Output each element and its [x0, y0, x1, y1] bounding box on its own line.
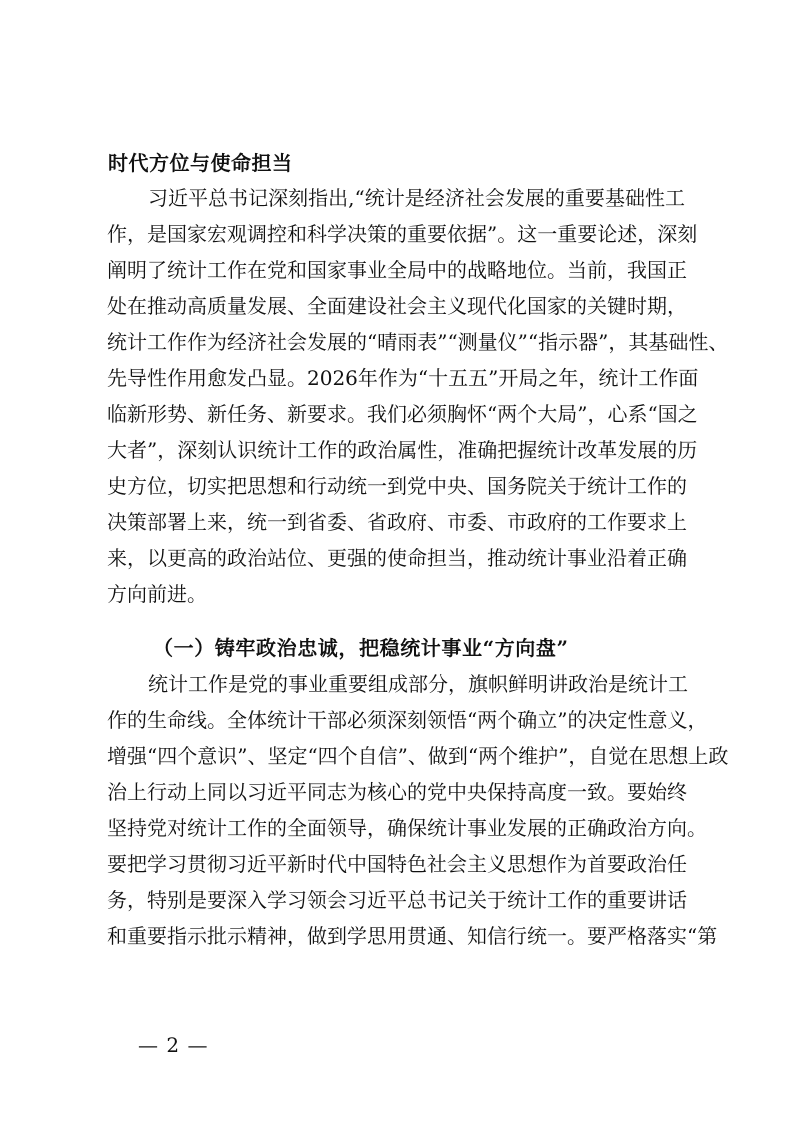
paragraph-1-line: 作，是国家宏观调控和科学决策的重要依据”。这一重要论述，深刻	[107, 222, 698, 246]
paragraph-2-line: 务，特别是要深入学习领会习近平总书记关于统计工作的重要讲话	[107, 888, 687, 912]
paragraph-2-line: 治上行动上同以习近平同志为核心的党中央保持高度一致。要始终	[107, 780, 687, 804]
paragraph-2-line: 增强“四个意识”、坚定“四个自信”、做到“两个维护”，自觉在思想上政	[107, 744, 729, 768]
paragraph-1-line: 决策部署上来，统一到省委、省政府、市委、市政府的工作要求上	[107, 510, 687, 534]
paragraph-2-line: 和重要指示批示精神，做到学思用贯通、知信行统一。要严格落实“第	[107, 924, 718, 948]
paragraph-2-line: 统计工作是党的事业重要组成部分，旗帜鲜明讲政治是统计工	[148, 672, 688, 696]
section-heading: 时代方位与使命担当	[108, 151, 293, 175]
paragraph-1-line: 方向前进。	[107, 582, 207, 606]
paragraph-2-line: 要把学习贯彻习近平新时代中国特色社会主义思想作为首要政治任	[107, 852, 687, 876]
paragraph-1-line: 临新形势、新任务、新要求。我们必须胸怀“两个大局”，心系“国之	[107, 402, 698, 426]
page-number: — 2 —	[138, 1033, 209, 1057]
paragraph-1-line: 处在推动高质量发展、全面建设社会主义现代化国家的关键时期，	[107, 294, 687, 318]
paragraph-1-line: 习近平总书记深刻指出,“统计是经济社会发展的重要基础性工	[148, 186, 685, 210]
paragraph-1-line: 统计工作作为经济社会发展的“晴雨表”“测量仪”“指示器”，其基础性、	[107, 330, 729, 354]
paragraph-1-line: 先导性作用愈发凸显。2026年作为“十五五”开局之年，统计工作面	[107, 366, 699, 390]
paragraph-2-line: 坚持党对统计工作的全面领导，确保统计事业发展的正确政治方向。	[107, 816, 707, 840]
paragraph-1-line: 史方位，切实把思想和行动统一到党中央、国务院关于统计工作的	[107, 474, 687, 498]
paragraph-1-line: 大者”，深刻认识统计工作的政治属性，准确把握统计改革发展的历	[107, 438, 698, 462]
paragraph-1-line: 阐明了统计工作在党和国家事业全局中的战略地位。当前，我国正	[107, 258, 687, 282]
subheading: （一）铸牢政治忠诚，把稳统计事业“方向盘”	[153, 636, 569, 660]
paragraph-1-line: 来，以更高的政治站位、更强的使命担当，推动统计事业沿着正确	[107, 546, 687, 570]
paragraph-2-line: 作的生命线。全体统计干部必须深刻领悟“两个确立”的决定性意义，	[107, 708, 708, 732]
